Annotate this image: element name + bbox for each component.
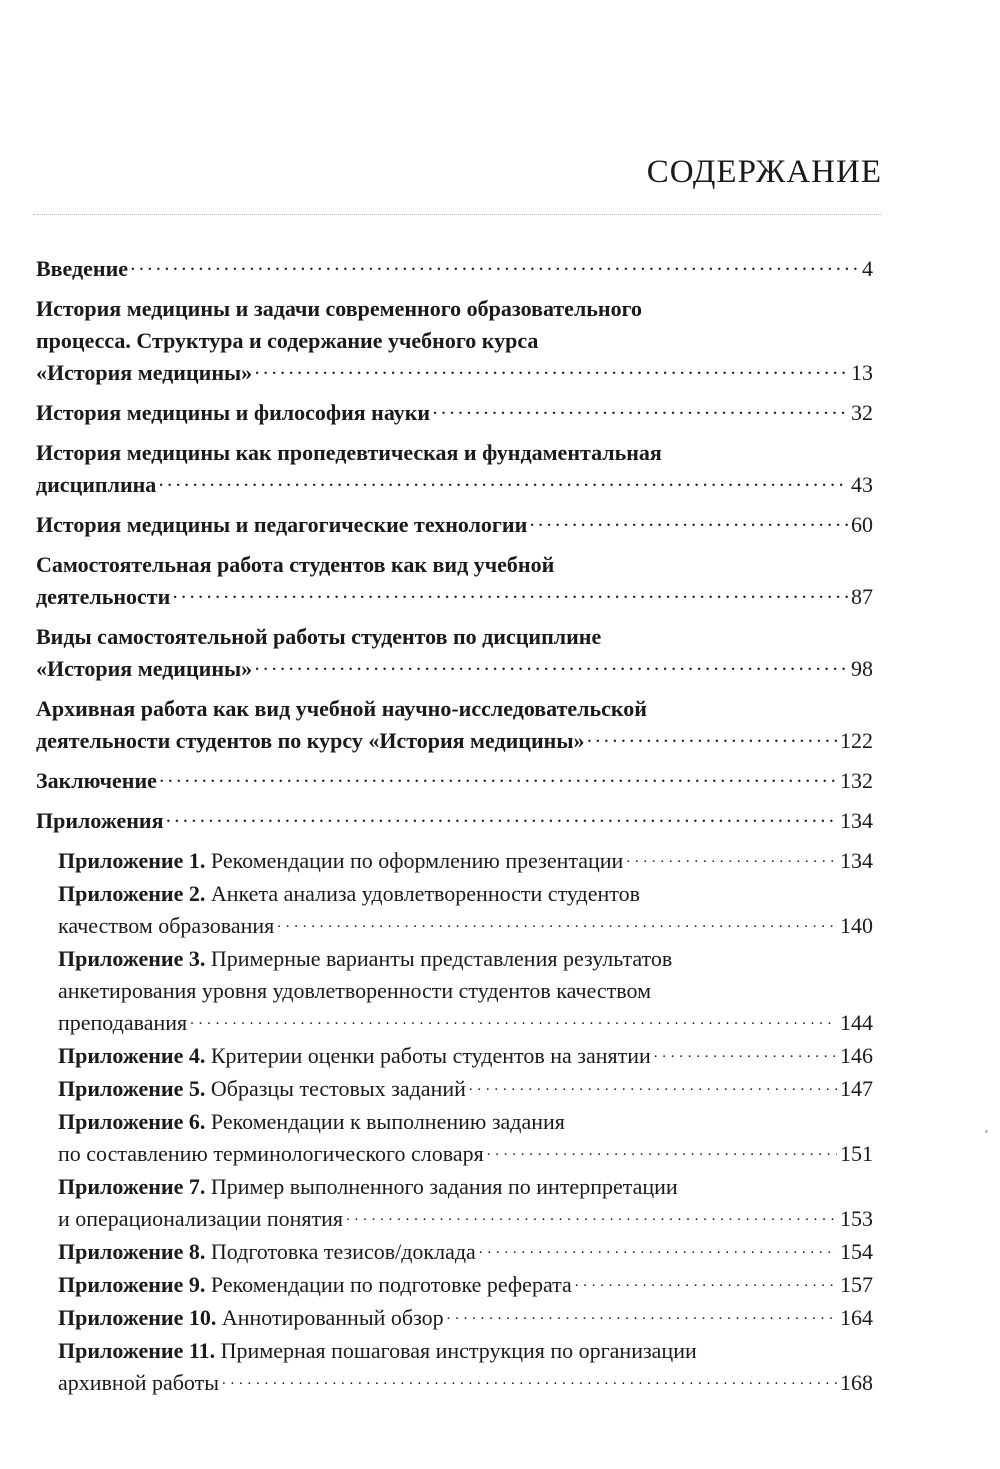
- toc-page-number: 43: [851, 472, 873, 497]
- toc-entry-line: [58, 1106, 873, 1138]
- toc-entry-title: [58, 1269, 572, 1301]
- toc-entry-last-line: [36, 581, 873, 613]
- toc-entry-title: [58, 1073, 466, 1105]
- dot-leader: [255, 654, 848, 676]
- toc-page-number: 168: [840, 1370, 873, 1395]
- toc-entry-last-line: [58, 1302, 873, 1334]
- toc-appendix-entry[interactable]: [36, 1106, 873, 1170]
- dot-leader: [346, 1204, 837, 1226]
- toc-appendix-entry[interactable]: [36, 1171, 873, 1235]
- toc-appendix-entry[interactable]: [36, 943, 873, 1039]
- toc-entry-line: Виды самостоятельной работы студентов по дисциплине: [36, 624, 602, 649]
- toc-entry-title: [58, 1302, 444, 1334]
- toc-entry-last-line: [58, 1236, 873, 1268]
- appendix-title: Аннотированный обзор: [221, 1305, 444, 1330]
- toc-page-number: 4: [862, 256, 873, 281]
- toc-appendix-entry[interactable]: [36, 878, 873, 942]
- dot-leader: [255, 358, 848, 380]
- toc-page-number: 147: [840, 1076, 873, 1101]
- toc-entry-line: [58, 1171, 873, 1203]
- table-of-contents: [36, 253, 873, 1400]
- toc-entry[interactable]: [36, 509, 873, 541]
- page-speck: [985, 1130, 988, 1133]
- toc-entry[interactable]: [36, 765, 873, 797]
- toc-appendix-entry[interactable]: [36, 1269, 873, 1301]
- toc-page-number: 146: [840, 1043, 873, 1068]
- toc-page-number: 98: [851, 656, 873, 681]
- dot-leader: [433, 398, 848, 420]
- toc-entry[interactable]: [36, 693, 873, 757]
- toc-entry-last-line: [58, 1203, 873, 1235]
- toc-entry-title: архивной работы: [58, 1370, 220, 1395]
- page-title: СОДЕРЖАНИЕ: [646, 154, 882, 190]
- toc-entry[interactable]: [36, 805, 873, 837]
- toc-page-number: 154: [840, 1239, 873, 1264]
- toc-entry-title: по составлению терминологического словаря: [58, 1141, 484, 1166]
- toc-entry-line: [58, 943, 873, 975]
- toc-entry-line: процесса. Структура и содержание учебного курса: [36, 328, 539, 353]
- toc-page-number: 32: [851, 400, 873, 425]
- toc-page-number: 13: [851, 360, 873, 385]
- appendix-title: Критерии оценки работы студентов на занятии: [210, 1043, 651, 1068]
- toc-entry-line: [58, 1335, 873, 1367]
- toc-entry-line: История медицины как пропедевтическая и фундаментальная: [36, 440, 662, 465]
- dot-leader: [277, 911, 837, 933]
- toc-appendix-entry[interactable]: [36, 845, 873, 877]
- toc-entry-last-line: [36, 397, 873, 429]
- toc-entry-last-line: [58, 1073, 873, 1105]
- appendix-label: Приложение 2.: [58, 881, 206, 906]
- toc-entry-title: [58, 1040, 651, 1072]
- toc-entry-last-line: [36, 469, 873, 501]
- toc-entry-title: История медицины и философия науки: [36, 400, 431, 425]
- toc-page-number: 140: [840, 913, 873, 938]
- appendix-title: Рекомендации по подготовке реферата: [210, 1272, 572, 1297]
- toc-entry-title: Заключение: [36, 768, 157, 793]
- toc-entry-last-line: [36, 653, 873, 685]
- dot-leader: [487, 1139, 837, 1161]
- toc-entry-line: [58, 878, 873, 910]
- toc-appendix-entry[interactable]: [36, 1236, 873, 1268]
- toc-entry[interactable]: [36, 621, 873, 685]
- dot-leader: [588, 726, 837, 748]
- dot-leader: [160, 766, 837, 788]
- dot-leader: [469, 1074, 837, 1096]
- toc-entry-title: деятельности: [36, 584, 171, 609]
- toc-entry-last-line: [58, 910, 873, 942]
- toc-entry-last-line: [58, 1367, 873, 1399]
- toc-entry-title: и операционализации понятия: [58, 1206, 344, 1231]
- appendix-title: Пример выполненного задания по интерпретации: [210, 1174, 678, 1199]
- toc-entry[interactable]: [36, 549, 873, 613]
- toc-entry-title: [58, 845, 623, 877]
- appendix-title: Рекомендации по оформлению презентации: [210, 848, 624, 873]
- dot-leader: [159, 470, 848, 492]
- appendix-title: Подготовка тезисов/доклада: [210, 1239, 476, 1264]
- dot-leader: [479, 1237, 837, 1259]
- dot-leader: [222, 1368, 837, 1390]
- toc-page-number: 132: [840, 768, 873, 793]
- appendix-label: Приложение 11.: [58, 1338, 216, 1363]
- appendix-title: Образцы тестовых заданий: [210, 1076, 466, 1101]
- appendix-label: Приложение 7.: [58, 1174, 206, 1199]
- appendix-label: Приложение 9.: [58, 1272, 206, 1297]
- appendix-label: Приложение 8.: [58, 1239, 206, 1264]
- dot-leader: [173, 582, 848, 604]
- dot-leader: [167, 806, 838, 828]
- toc-entry-title: качеством образования: [58, 913, 275, 938]
- dot-leader: [626, 846, 837, 868]
- toc-entry-line: Архивная работа как вид учебной научно-исследовательской: [36, 696, 647, 721]
- appendix-title: Анкета анализа удовлетворенности студентов: [210, 881, 640, 906]
- appendix-label: Приложение 3.: [58, 946, 206, 971]
- toc-entry-last-line: [58, 1269, 873, 1301]
- toc-page-number: 153: [840, 1206, 873, 1231]
- toc-entry-title: История медицины и педагогические технологии: [36, 512, 528, 537]
- toc-entry-last-line: [36, 725, 873, 757]
- toc-entry-title: [58, 1236, 476, 1268]
- toc-entry-last-line: [36, 805, 873, 837]
- toc-entry-last-line: [58, 1007, 873, 1039]
- toc-entry-title: Приложения: [36, 808, 164, 833]
- toc-page-number: 151: [840, 1141, 873, 1166]
- toc-appendix-entry[interactable]: [36, 1302, 873, 1334]
- appendix-label: Приложение 5.: [58, 1076, 206, 1101]
- dot-leader: [131, 254, 859, 276]
- toc-page-number: 157: [840, 1272, 873, 1297]
- toc-entry-last-line: [36, 765, 873, 797]
- toc-page-number: 134: [840, 808, 873, 833]
- toc-entry-title: преподавания: [58, 1010, 188, 1035]
- toc-entry-line: История медицины и задачи современного образовательного: [36, 296, 643, 321]
- toc-entry-title: дисциплина: [36, 472, 157, 497]
- toc-entry[interactable]: [36, 293, 873, 389]
- dot-leader: [575, 1270, 837, 1292]
- toc-page-number: 134: [840, 848, 873, 873]
- dot-leader: [190, 1008, 837, 1030]
- toc-entry-last-line: [36, 253, 873, 285]
- toc-appendix-entry[interactable]: [36, 1335, 873, 1399]
- toc-page-number: 144: [840, 1010, 873, 1035]
- toc-entry-last-line: [36, 357, 873, 389]
- toc-entry-last-line: [58, 1138, 873, 1170]
- appendix-label: Приложение 1.: [58, 848, 206, 873]
- appendix-label: Приложение 6.: [58, 1109, 206, 1134]
- toc-page-number: 122: [840, 728, 873, 753]
- appendix-label: Приложение 4.: [58, 1043, 206, 1068]
- toc-entry[interactable]: [36, 253, 873, 285]
- dot-leader: [530, 510, 848, 532]
- toc-entry-line: анкетирования уровня удовлетворенности студентов качеством: [58, 978, 652, 1003]
- toc-page-number: 60: [851, 512, 873, 537]
- dot-leader: [447, 1303, 837, 1325]
- appendix-title: Рекомендации к выполнению задания: [210, 1109, 565, 1134]
- toc-entry-title: «История медицины»: [36, 360, 253, 385]
- toc-entry[interactable]: [36, 397, 873, 429]
- toc-appendix-entry[interactable]: [36, 1073, 873, 1105]
- toc-entry-title: «История медицины»: [36, 656, 253, 681]
- appendix-title: Примерная пошаговая инструкция по организации: [220, 1338, 697, 1363]
- toc-entry-line: Самостоятельная работа студентов как вид учебной: [36, 552, 555, 577]
- toc-entry-last-line: [58, 845, 873, 877]
- appendix-title: Примерные варианты представления результатов: [210, 946, 673, 971]
- toc-entry-last-line: [58, 1040, 873, 1072]
- toc-entry[interactable]: [36, 437, 873, 501]
- appendix-label: Приложение 10.: [58, 1305, 217, 1330]
- title-divider: [33, 214, 881, 215]
- toc-page-number: 87: [851, 584, 873, 609]
- toc-appendix-entry[interactable]: [36, 1040, 873, 1072]
- toc-page-number: 164: [840, 1305, 873, 1330]
- toc-entry-title: деятельности студентов по курсу «История медицины»: [36, 728, 585, 753]
- dot-leader: [654, 1041, 837, 1063]
- toc-entry-title: Введение: [36, 256, 129, 281]
- toc-entry-last-line: [36, 509, 873, 541]
